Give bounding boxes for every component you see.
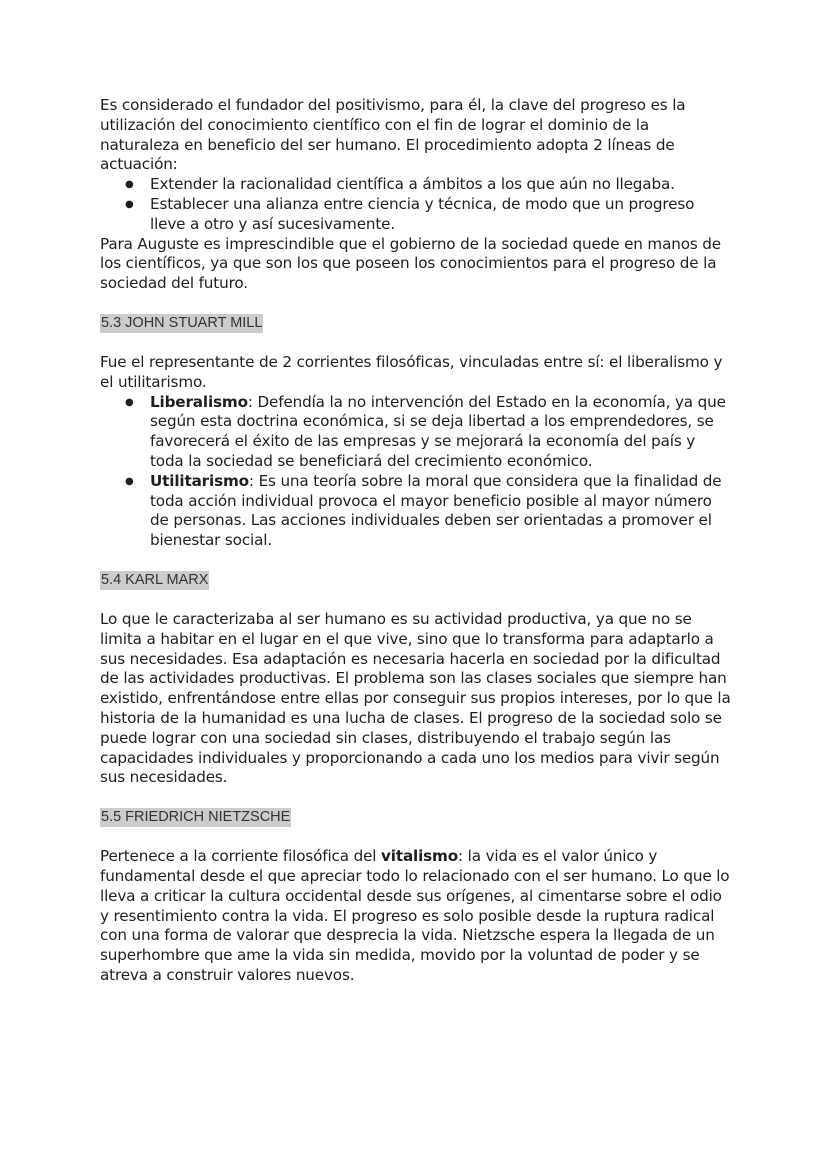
- comte-intro: Es considerado el fundador del positivismo, para él, la clave del progreso es la utilización del conocimiento científico con el fin de lograr el dominio de la naturaleza en beneficio del ser humano. El procedimiento adopta 2 líneas de actuación:: [100, 96, 686, 174]
- body-text: Pertenece a la corriente filosófica del: [100, 847, 382, 866]
- mill-bullet-list: [100, 393, 732, 551]
- section-heading-nietzsche: 5.5 FRIEDRICH NIETZSCHE: [101, 809, 291, 826]
- term-liberalismo: Liberalismo: [150, 392, 248, 411]
- section-heading-mill: 5.3 JOHN STUART MILL: [101, 314, 263, 331]
- list-item: ● Establecer una alianza entre ciencia y técnica, de modo que un progreso lleve a otro y así sucesivamente.: [150, 195, 732, 235]
- list-item: [150, 393, 732, 472]
- list-item: ● Extender la racionalidad científica a ámbitos a los que aún no llegaba.: [150, 175, 732, 195]
- list-item: [150, 472, 732, 551]
- nietzsche-body: [100, 847, 732, 986]
- bullet-text: : Es una teoría sobre la moral que considera que la finalidad de toda acción individual provoca el mayor beneficio posible al mayor número de personas. Las acciones individuales deben ser orientadas a promover el bienestar social.: [150, 471, 722, 550]
- comte-closing: Para Auguste es imprescindible que el gobierno de la sociedad quede en manos de los científicos, ya que son los que poseen los conocimientos para el progreso de la sociedad del futuro.: [100, 234, 721, 293]
- section-heading-marx: 5.4 KARL MARX: [101, 571, 209, 588]
- term-vitalismo: vitalismo: [381, 847, 459, 866]
- bullet-text: : Defendía la no intervención del Estado en la economía, ya que según esta doctrina económica, si se deja libertad a los emprendedores, se favorecerá el éxito de las empresas y se mejorará la economía del país y toda la sociedad se beneficiará del crecimiento económico.: [150, 392, 726, 470]
- mill-intro: Fue el representante de 2 corrientes filosóficas, vinculadas entre sí: el liberalismo y el utilitarismo.: [100, 352, 723, 391]
- body-text: : la vida es el valor único y fundamental desde el que apreciar todo lo relacionado con el ser humano. Lo que lo lleva a criticar la cultura occidental desde sus orígenes, al cimentarse sobre el odio y resentimiento contra la vida. El progreso es solo posible desde la ruptura radical con una forma de valorar que desprecia la vida. Nietzsche espera la llegada de un superhombre que ame la vida sin medida, movido por la voluntad de poder y se atreva a construir valores nuevos.: [100, 847, 730, 984]
- comte-bullet-list: [100, 175, 732, 234]
- marx-body: Lo que le caracterizaba al ser humano es su actividad productiva, ya que no se limita a habitar en el lugar en el que vive, sino que lo transforma para adaptarlo a sus necesidades. Esa adaptación es necesaria hacerla en sociedad por la dificultad de las actividades productivas. El problema son las clases sociales que siempre han existido, enfrentándose entre ellas por conseguir sus propios intereses, por lo que la historia de la humanidad es una lucha de clases. El progreso de la sociedad solo se puede lograr con una sociedad sin clases, distribuyendo el trabajo según las capacidades individuales y proporcionando a cada uno los medios para vivir según sus necesidades.: [100, 609, 731, 787]
- term-utilitarismo: Utilitarismo: [150, 471, 249, 490]
